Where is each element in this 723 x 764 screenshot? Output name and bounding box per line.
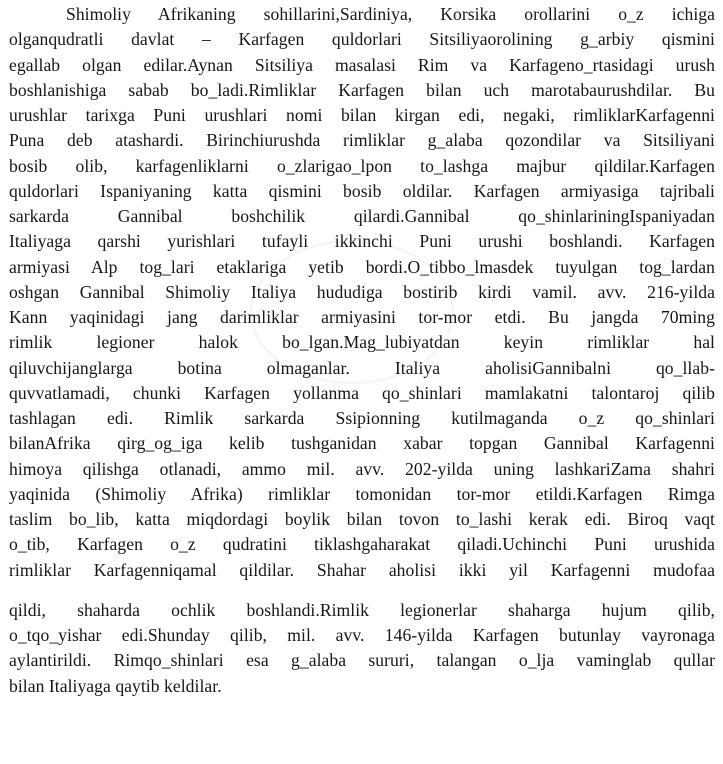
text-line: quvvatlamadi, chunki Karfagen yollanma qo_shinlari mamlakatni talontaroj qilib xyxy=(9,382,715,403)
text-line: boshlanishiga sabab bo_ladi.Rimliklar Karfagen bilan uch marotabaurushdilar. Bu xyxy=(9,79,715,100)
text-line: himoya qilishga otlanadi, ammo mil. avv. 202-yilda uning lashkariZama shahri xyxy=(9,458,715,479)
text-line: Kann yaqinidagi jang darimliklar armiyasini tor-mor etdi. Bu jangda 70ming xyxy=(9,307,715,327)
page-break-gap xyxy=(9,583,715,598)
text-line: urushlar tarixga Puni urushlari nomi bilan kirgan edi, negaki, rimliklarKarfagenni xyxy=(9,105,715,125)
text-line: quldorlari Ispaniyaning katta qismini bosib oldilar. Karfagen armiyasiga tajribali xyxy=(9,180,715,201)
text-line: taslim bo_lib, katta miqdordagi boylik bilan tovon to_lashi kerak edi. Biroq vaqt xyxy=(9,509,715,529)
text-line: bilanAfrika qirg_og_iga kelib tushganidan xabar topgan Gannibal Karfagenni xyxy=(9,433,715,454)
text-line: aylantirildi. Rimqo_shinlari esa g_alaba sururi, talangan o_lja vaminglab qullar xyxy=(9,650,715,671)
text-line: egallab olgan edilar.Aynan Sitsiliya masalasi Rim va Karfageno_rtasidagi urush xyxy=(9,54,715,75)
paragraph-main xyxy=(9,2,715,583)
text-line: Italiyaga qarshi yurishlari tufayli ikkinchi Puni urushi boshlandi. Karfagen xyxy=(9,231,715,252)
text-line: rimlik legioner halok bo_lgan.Mag_lubiyatdan keyin rimliklar hal xyxy=(9,332,715,353)
text-line: qiluvchijanglarga botina olmaganlar. Italiya aholisiGannibalni qo_llab- xyxy=(9,357,715,378)
text-line: bilan Italiyaga qaytib keldilar. xyxy=(9,675,222,696)
text-line: yaqinida (Shimoliy Afrika) rimliklar tomonidan tor-mor etildi.Karfagen Rimga xyxy=(9,483,715,504)
text-line: o_tib, Karfagen o_z qudratini tiklashgaharakat qiladi.Uchinchi Puni urushida xyxy=(9,534,715,555)
text-line: Puna deb atashardi. Birinchiurushda rimliklar g_alaba qozondilar va Sitsiliyani xyxy=(9,130,715,151)
text-line: tashlagan edi. Rimlik sarkarda Ssipionning kutilmaganda o_z qo_shinlari xyxy=(9,408,715,428)
text-line: Shimoliy Afrikaning sohillarini,Sardiniya, Korsika orollarini o_z ichiga xyxy=(66,4,715,24)
text-line: o_tqo_yishar edi.Shunday qilib, mil. avv. 146-yilda Karfagen butunlay vayronaga xyxy=(9,625,715,645)
text-line: oshgan Gannibal Shimoliy Italiya hududiga bostirib kirdi vamil. avv. 216-yilda xyxy=(9,281,715,302)
text-line: bosib olib, karfagenliklarni o_zlarigao_lpon to_lashga majbur qildilar.Karfagen xyxy=(9,155,715,176)
text-line: olganqudratli davlat – Karfagen quldorlari Sitsiliyaorolining g_arbiy qismini xyxy=(9,29,715,50)
text-line: rimliklar Karfagenniqamal qildilar. Shahar aholisi ikki yil Karfagenni mudofaa xyxy=(9,559,715,580)
text-line: armiyasi Alp tog_lari etaklariga yetib bordi.O_tibbo_lmasdek tuyulgan tog_lardan xyxy=(9,256,715,277)
paragraph-continued xyxy=(9,598,715,699)
text-line: qildi, shaharda ochlik boshlandi.Rimlik legionerlar shaharga hujum qilib, xyxy=(9,599,715,620)
text-line: sarkarda Gannibal boshchilik qilardi.Gannibal qo_shinlariningIspaniyadan xyxy=(9,206,715,226)
